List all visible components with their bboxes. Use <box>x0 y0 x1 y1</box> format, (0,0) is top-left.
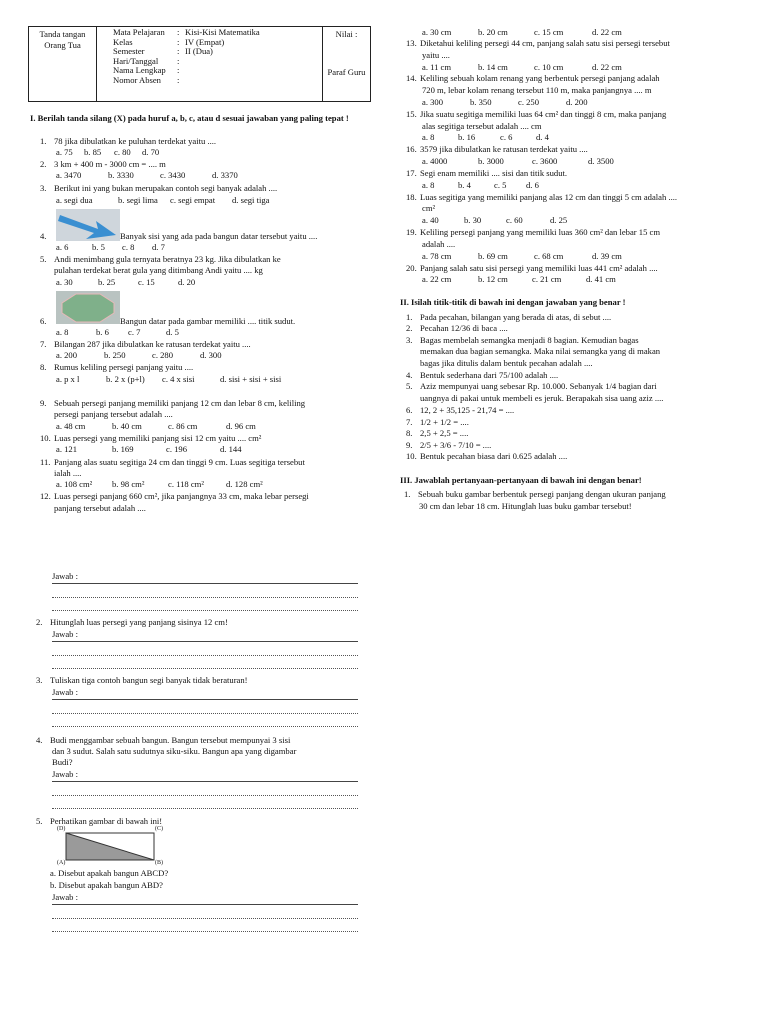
answer-line[interactable] <box>52 901 358 905</box>
options-11: a. 108 cm² b. 98 cm² c. 118 cm² d. 128 cm² <box>56 479 263 489</box>
fill-item-3-cont: memakan dua bagian semangka. Maka nilai semangka yang di makan <box>420 346 661 356</box>
fill-item-7: 7. 1/2 + 1/2 = .... <box>406 417 469 427</box>
question-12: 12. Luas persegi panjang 660 cm², jika panjangnya 33 cm, maka lebar persegi <box>40 491 309 501</box>
score-label: Nilai : <box>335 29 358 39</box>
answer-label-1: Jawab : <box>52 571 79 581</box>
question-9: 9. Sebuah persegi panjang memiliki panjang 12 cm dan lebar 8 cm, keliling <box>40 398 306 408</box>
answer-line[interactable] <box>52 638 358 642</box>
options-1: a. 75 b. 85 c. 80 d. 70 <box>56 147 160 157</box>
answer-line[interactable] <box>52 664 358 669</box>
answer-label-3: Jawab : <box>52 687 79 697</box>
question-13: 13. Diketahui keliling persegi 44 cm, panjang salah satu sisi persegi tersebut <box>406 38 670 48</box>
options-12: a. 30 cm b. 20 cm c. 15 cm d. 22 cm <box>422 27 622 37</box>
paraf-label: Paraf Guru <box>327 66 366 77</box>
section-1-title: I. Berilah tanda silang (X) pada huruf a, b, c, atau d sesuai jawaban yang paling tepat ! <box>30 113 349 123</box>
answer-label-2: Jawab : <box>52 629 79 639</box>
options-20: a. 22 cm b. 12 cm c. 21 cm d. 41 cm <box>422 274 616 284</box>
answer-line[interactable] <box>52 580 358 584</box>
question-13-cont: yaitu .... <box>422 50 450 60</box>
answer-line[interactable] <box>52 927 358 932</box>
question-12-cont: panjang tersebut adalah .... <box>54 503 146 513</box>
fill-item-3: 3. Bagas membelah semangka menjadi 8 bagian. Kemudian bagas <box>406 335 639 345</box>
answer-line[interactable] <box>52 593 358 598</box>
options-16: a. 4000 b. 3000 c. 3600 d. 3500 <box>422 156 614 166</box>
question-18-cont: cm² <box>422 203 436 213</box>
answer-line[interactable] <box>52 709 358 714</box>
triangle-shape <box>66 833 154 860</box>
options-13: a. 11 cm b. 14 cm c. 10 cm d. 22 cm <box>422 62 622 72</box>
question-6: 6. Bangun datar pada gambar memiliki .... titik sudut. <box>40 316 296 326</box>
fill-item-3-cont2: bagas jika ditulis dalam bentuk pecahan adalah .... <box>420 358 593 368</box>
answer-line[interactable] <box>52 651 358 656</box>
answer-line[interactable] <box>52 606 358 611</box>
question-11: 11. Panjang alas suatu segitiga 24 cm dan tinggi 9 cm. Luas segitiga tersebut <box>40 457 305 467</box>
fill-item-1: 1. Pada pecahan, bilangan yang berada di atas, di sebut .... <box>406 312 612 322</box>
fill-item-6: 6. 12, 2 + 35,125 - 21,74 = .... <box>406 405 515 415</box>
signature-label: Tanda tangan Orang Tua <box>39 29 86 50</box>
options-9: a. 48 cm b. 40 cm c. 86 cm d. 96 cm <box>56 421 256 431</box>
question-10: 10. Luas persegi yang memiliki panjang sisi 12 cm yaitu .... cm² <box>40 433 262 443</box>
question-8: 8. Rumus keliling persegi panjang yaitu .... <box>40 362 194 372</box>
options-18: a. 40 b. 30 c. 60 d. 25 <box>422 215 568 225</box>
question-16: 16. 3579 jika dibulatkan ke ratusan terdekat yaitu .... <box>406 144 588 154</box>
question-7: 7. Bilangan 287 jika dibulatkan ke ratusan terdekat yaitu .... <box>40 339 251 349</box>
question-15: 15. Jika suatu segitiga memiliki luas 64 cm² dan tinggi 8 cm, maka panjang <box>406 109 667 119</box>
options-5: a. 30 b. 25 c. 15 d. 20 <box>56 277 196 287</box>
question-19: 19. Keliling persegi panjang yang memiliki luas 360 cm² dan lebar 15 cm <box>406 227 661 237</box>
answer-line[interactable] <box>52 791 358 796</box>
essay-5b: b. Disebut apakah bangun ABD? <box>50 880 163 890</box>
fill-item-2: 2. Pecahan 12/36 di baca .... <box>406 323 508 333</box>
fill-item-5-cont: uangnya di pakai untuk membeli es jeruk. Berapakah sisa uang aziz .... <box>420 393 664 403</box>
field-key: Semester <box>113 46 145 57</box>
field-value: II (Dua) <box>185 46 213 57</box>
section-3-title: III. Jawablah pertanyaan-pertanyaan di bawah ini dengan benar! <box>400 475 642 485</box>
answer-line[interactable] <box>52 722 358 727</box>
question-11-cont: ialah .... <box>54 468 82 478</box>
question-18: 18. Luas segitiga yang memiliki panjang alas 12 cm dan tinggi 5 cm adalah .... <box>406 192 678 202</box>
answer-label-4: Jawab : <box>52 769 79 779</box>
section-2-title: II. Isilah titik-titik di bawah ini dengan jawaban yang benar ! <box>400 297 626 307</box>
question-3: 3. Berikut ini yang bukan merupakan contoh segi banyak adalah .... <box>40 183 278 193</box>
question-15-cont: alas segitiga tersebut adalah .... cm <box>422 121 542 131</box>
field-key: Nomor Absen <box>113 74 161 85</box>
options-14: a. 300 b. 350 c. 250 d. 200 <box>422 97 588 107</box>
vertex-label-a: (A) <box>57 860 66 866</box>
vertex-label-b: (B) <box>155 860 163 866</box>
essay-5a: a. Disebut apakah bangun ABCD? <box>50 868 169 878</box>
options-17: a. 8 b. 4 c. 5 d. 6 <box>422 180 539 190</box>
field-key: Nama Lengkap <box>113 65 166 76</box>
fill-item-8: 8. 2,5 + 2,5 = .... <box>406 428 469 438</box>
options-15: a. 8 b. 16 c. 6 d. 4 <box>422 132 549 142</box>
essay-3: 3. Tuliskan tiga contoh bangun segi banyak tidak beraturan! <box>36 675 248 685</box>
vertex-label-c: (C) <box>155 826 163 832</box>
question-14: 14. Keliling sebuah kolam renang yang berbentuk persegi panjang adalah <box>406 73 660 83</box>
fill-item-5: 5. Aziz mempunyai uang sebesar Rp. 10.000. Sebanyak 1/4 bagian dari <box>406 381 657 391</box>
vertex-label-d: (D) <box>57 826 66 832</box>
header-table <box>28 26 371 102</box>
field-value: Kisi-Kisi Matematika <box>185 27 260 37</box>
answer-line[interactable] <box>52 778 358 782</box>
question-2: 2. 3 km + 400 m - 3000 cm = .... m <box>40 159 166 169</box>
info-cell: Mata Pelajaran : Kisi-Kisi Matematika Kelas : IV (Empat) Semester : II (Dua) Hari/Tanggal : Nama Lengkap : Nomor Absen : <box>97 27 323 101</box>
question-20: 20. Panjang salah satu sisi persegi yang memiliki luas 441 cm² adalah .... <box>406 263 658 273</box>
essay-5: 5. Perhatikan gambar di bawah ini! <box>36 816 163 826</box>
fill-item-9: 9. 2/5 + 3/6 - 7/10 = .... <box>406 440 492 450</box>
options-10: a. 121 b. 169 c. 196 d. 144 <box>56 444 242 454</box>
options-7: a. 200 b. 250 c. 280 d. 300 <box>56 350 222 360</box>
fill-item-10: 10. Bentuk pecahan biasa dari 0.625 adalah .... <box>406 451 568 461</box>
answer-line[interactable] <box>52 696 358 700</box>
answer-line[interactable] <box>52 914 358 919</box>
rectangle-abcd-figure <box>54 826 174 868</box>
question-14-cont: 720 m, lebar kolam renang tersebut 110 m, maka panjangnya .... m <box>422 85 652 95</box>
question-17: 17. Segi enam memiliki .... sisi dan titik sudut. <box>406 168 568 178</box>
answer-label-5: Jawab : <box>52 892 79 902</box>
options-19: a. 78 cm b. 69 cm c. 68 cm d. 39 cm <box>422 251 622 261</box>
options-8: a. p x l b. 2 x (p+l) c. 4 x sisi d. sisi + sisi + sisi <box>56 374 282 384</box>
options-4: a. 6 b. 5 c. 8 d. 7 <box>56 242 165 252</box>
score-cell <box>323 27 370 101</box>
essay-1: 1. Sebuah buku gambar berbentuk persegi panjang dengan ukuran panjang <box>404 489 666 499</box>
question-4: 4. Banyak sisi yang ada pada bangun datar tersebut yaitu .... <box>40 231 318 241</box>
options-3: a. segi dua b. segi lima c. segi empat d. segi tiga <box>56 195 270 205</box>
question-9-cont: persegi panjang tersebut adalah .... <box>54 409 173 419</box>
signature-cell <box>29 27 97 101</box>
field-key: Mata Pelajaran <box>113 27 165 37</box>
field-key: Hari/Tanggal <box>113 55 159 66</box>
essay-4-cont2: Budi? <box>52 757 73 767</box>
options-6: a. 8 b. 6 c. 7 d. 5 <box>56 327 179 337</box>
question-5: 5. Andi menimbang gula ternyata beratnya 23 kg. Jika dibulatkan ke <box>40 254 281 264</box>
field-key: Kelas <box>113 36 133 47</box>
fill-item-4: 4. Bentuk sederhana dari 75/100 adalah .... <box>406 370 559 380</box>
essay-4-cont: dan 3 sudut. Salah satu sudutnya siku-siku. Bangun apa yang digambar <box>52 746 297 756</box>
essay-1-cont: 30 cm dan lebar 18 cm. Hitunglah luas buku gambar tersebut! <box>419 501 632 511</box>
options-2: a. 3470 b. 3330 c. 3430 d. 3370 <box>56 170 238 180</box>
essay-4: 4. Budi menggambar sebuah bangun. Bangun tersebut mempunyai 3 sisi <box>36 735 291 745</box>
essay-2: 2. Hitunglah luas persegi yang panjang sisinya 12 cm! <box>36 617 228 627</box>
question-1: 1. 78 jika dibulatkan ke puluhan terdekat yaitu .... <box>40 136 217 146</box>
question-5-cont: pulahan terdekat berat gula yang ditimbang Andi yaitu .... kg <box>54 265 263 275</box>
answer-line[interactable] <box>52 804 358 809</box>
field-value: IV (Empat) <box>185 36 225 47</box>
question-19-cont: adalah .... <box>422 239 456 249</box>
